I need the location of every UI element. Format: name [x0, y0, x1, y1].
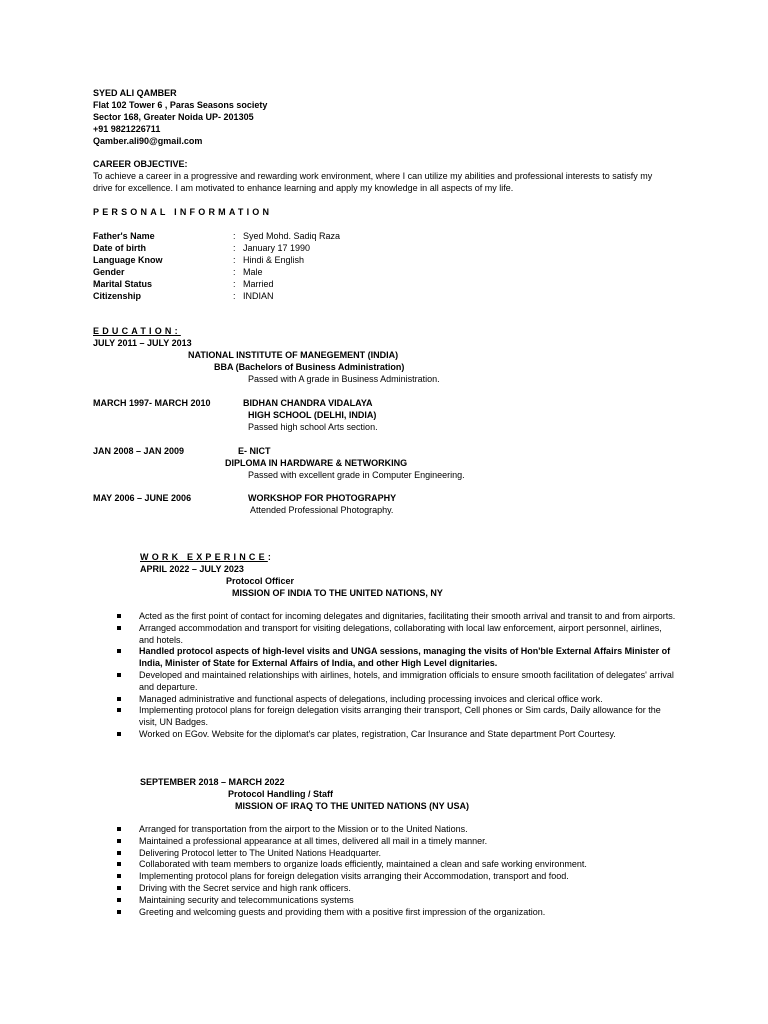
edu-detail: Passed high school Arts section. [248, 422, 378, 432]
bullet-icon [117, 898, 121, 902]
career-objective-text: To achieve a career in a progressive and rewarding work environment, where I can utilize my abilities and professional interests to satisfy my drive for excellence. I am motivated to enhance learning and apply my knowledge in all aspects of my life. [93, 171, 653, 193]
edu-detail: Passed with A grade in Business Administration. [248, 374, 440, 384]
list-item [117, 871, 677, 883]
bullet-icon [117, 886, 121, 890]
bullet-text: Managed administrative and functional aspects of delegations, including processing invoices and clerical office work. [139, 693, 603, 704]
bullet-text: Arranged accommodation and transport for visiting delegations, collaborating with local law enforcement, airport personnel, airlines, and hotels. [139, 622, 662, 645]
bullet-icon [117, 827, 121, 831]
education-heading: EDUCATION: [93, 326, 181, 336]
edu-detail: Passed with excellent grade in Computer Engineering. [248, 470, 465, 480]
edu-institution: WORKSHOP FOR PHOTOGRAPHY [248, 493, 397, 503]
info-row-gender [93, 266, 493, 278]
work-heading: WORK EXPERINCE [140, 552, 268, 562]
bullet-text: Handled protocol aspects of high-level visits and UNGA sessions, managing the visits of Hon'ble External Affairs Minister of India, Minister of State for External Affairs of India, and other High Level dignitaries. [139, 646, 671, 669]
info-colon: : [233, 291, 236, 301]
list-item [117, 729, 677, 741]
list-item [117, 705, 677, 729]
work-heading-wrap [140, 551, 271, 563]
bullet-icon [117, 874, 121, 878]
info-label: Language Know [93, 255, 163, 265]
info-label: Marital Status [93, 279, 153, 289]
job-date: SEPTEMBER 2018 – MARCH 2022 [140, 777, 285, 787]
edu-degree: BBA (Bachelors of Business Administration) [214, 362, 405, 372]
list-item [117, 646, 677, 670]
bullet-text: Implementing protocol plans for foreign delegation visits arranging their Accommodation, transport and food. [139, 871, 569, 882]
bullet-text: Maintained a professional appearance at all times, delivered all mail in a timely manner. [139, 835, 488, 846]
bullet-icon [117, 732, 121, 736]
edu-institution: BIDHAN CHANDRA VIDALAYA [243, 398, 373, 408]
edu-degree: HIGH SCHOOL (DELHI, INDIA) [248, 410, 377, 420]
job-bullets-india [117, 611, 677, 741]
info-colon: : [233, 267, 236, 277]
bullet-text: Maintaining security and telecommunications systems [139, 894, 354, 905]
edu-detail: Attended Professional Photography. [250, 505, 394, 515]
info-label: Date of birth [93, 243, 146, 253]
list-item [117, 907, 677, 919]
bullet-icon [117, 626, 121, 630]
info-value: Married [243, 279, 274, 289]
email-address: Qamber.ali90@gmail.com [93, 136, 203, 146]
list-item [117, 694, 677, 706]
work-heading-colon: : [267, 552, 271, 562]
list-item [117, 883, 677, 895]
bullet-icon [117, 697, 121, 701]
info-value: Male [243, 267, 263, 277]
info-row-father [93, 230, 493, 242]
bullet-icon [117, 649, 121, 653]
bullet-icon [117, 851, 121, 855]
bullet-icon [117, 708, 121, 712]
info-colon: : [233, 231, 236, 241]
info-colon: : [233, 255, 236, 265]
career-objective-heading: CAREER OBJECTIVE: [93, 159, 188, 169]
info-row-dob [93, 242, 493, 254]
candidate-name: SYED ALI QAMBER [93, 88, 177, 98]
list-item [117, 611, 677, 623]
job-role: Protocol Handling / Staff [228, 789, 333, 799]
address-line-2: Sector 168, Greater Noida UP- 201305 [93, 112, 254, 122]
info-value: INDIAN [243, 291, 274, 301]
bullet-text: Delivering Protocol letter to The United Nations Headquarter. [139, 847, 381, 858]
phone-number: +91 9821226711 [93, 124, 161, 134]
edu-date: MARCH 1997- MARCH 2010 [93, 398, 211, 408]
personal-info-heading: PERSONAL INFORMATION [93, 207, 273, 217]
bullet-text: Acted as the first point of contact for incoming delegates and dignitaries, facilitating their smooth arrival and transit to and from airports. [139, 611, 676, 621]
bullet-icon [117, 673, 121, 677]
list-item [117, 623, 677, 647]
info-label: Citizenship [93, 291, 142, 301]
bullet-icon [117, 910, 121, 914]
bullet-text: Greeting and welcoming guests and providing them with a positive first impression of the organization. [139, 906, 546, 917]
info-value: Syed Mohd. Sadiq Raza [243, 231, 341, 241]
bullet-text: Arranged for transportation from the airport to the Mission or to the United Nations. [139, 824, 468, 834]
edu-date: MAY 2006 – JUNE 2006 [93, 493, 192, 503]
bullet-text: Implementing protocol plans for foreign delegation visits arranging their transport, Cell phones or Sim cards, Daily allowance for the visit, UN Badges. [139, 705, 661, 728]
list-item [117, 824, 677, 836]
edu-institution: NATIONAL INSTITUTE OF MANEGEMENT (INDIA) [188, 350, 399, 360]
info-row-language [93, 254, 493, 266]
list-item [117, 895, 677, 907]
job-date: APRIL 2022 – JULY 2023 [140, 564, 244, 574]
info-colon: : [233, 279, 236, 289]
info-label: Gender [93, 267, 125, 277]
bullet-text: Driving with the Secret service and high rank officers. [139, 882, 351, 893]
job-org: MISSION OF IRAQ TO THE UNITED NATIONS (NY USA) [235, 801, 470, 811]
list-item [117, 670, 677, 694]
list-item [117, 859, 677, 871]
list-item [117, 836, 677, 848]
edu-date: JULY 2011 – JULY 2013 [93, 338, 192, 348]
info-row-marital [93, 278, 493, 290]
job-bullets-iraq [117, 824, 677, 918]
bullet-text: Collaborated with team members to organize loads efficiently, maintained a clean and safe working environment. [139, 859, 587, 870]
bullet-icon [117, 839, 121, 843]
info-row-citizenship [93, 290, 493, 302]
address-line-1: Flat 102 Tower 6 , Paras Seasons society [93, 100, 268, 110]
job-org: MISSION OF INDIA TO THE UNITED NATIONS, NY [232, 588, 443, 598]
bullet-text: Developed and maintained relationships with airlines, hotels, and immigration officials to ensure smooth facilitation of delegates' arrival and departure. [139, 669, 674, 692]
info-label: Father's Name [93, 231, 155, 241]
bullet-text: Worked on EGov. Website for the diplomat's car plates, registration, Car Insurance and State department Port Courtesy. [139, 728, 616, 739]
info-value: Hindi & English [243, 255, 305, 265]
list-item [117, 848, 677, 860]
edu-date: JAN 2008 – JAN 2009 [93, 446, 185, 456]
bullet-icon [117, 862, 121, 866]
info-colon: : [233, 243, 236, 253]
bullet-icon [117, 614, 121, 618]
edu-institution: E- NICT [238, 446, 271, 456]
job-role: Protocol Officer [226, 576, 295, 586]
edu-degree: DIPLOMA IN HARDWARE & NETWORKING [225, 458, 408, 468]
info-value: January 17 1990 [243, 243, 311, 253]
